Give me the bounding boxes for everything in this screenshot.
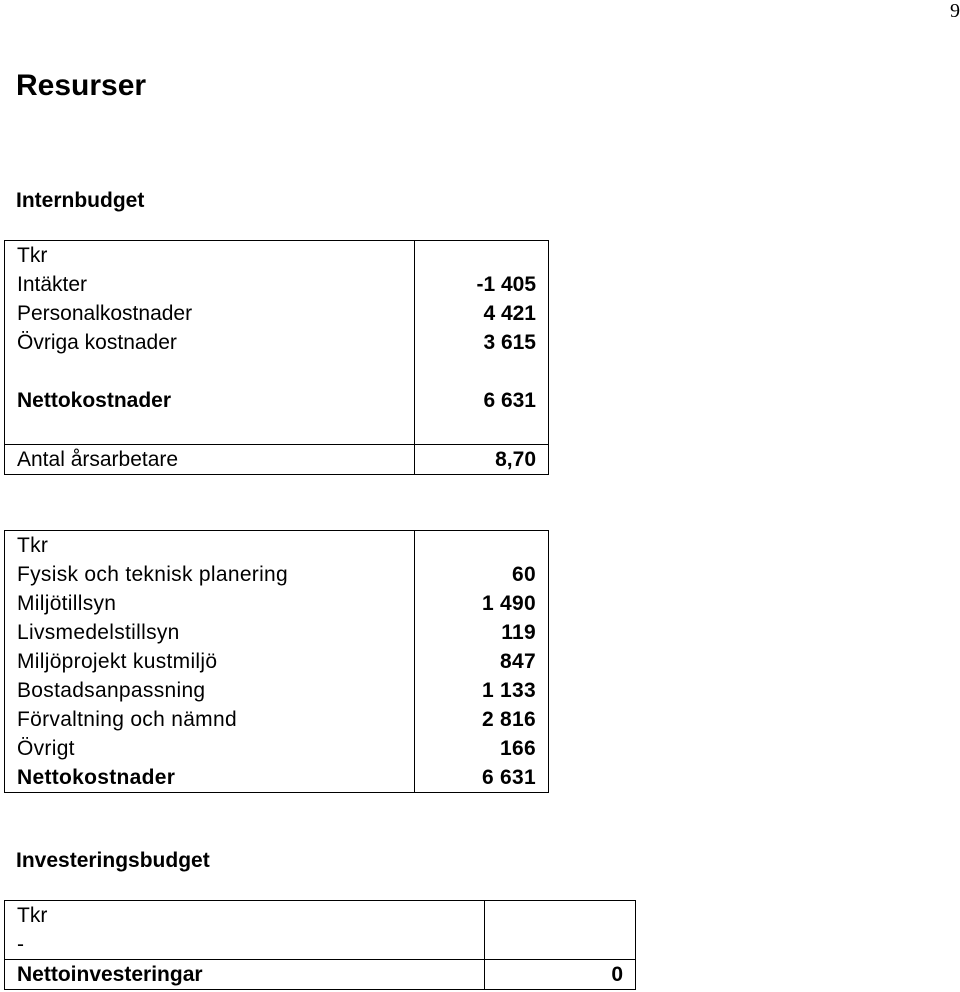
row-label: Personalkostnader <box>5 299 415 328</box>
row-value: 1 133 <box>415 676 549 705</box>
row-value: 166 <box>415 734 549 763</box>
table-row <box>5 901 636 931</box>
table-row <box>5 763 549 793</box>
row-value: -1 405 <box>415 270 549 299</box>
table-row <box>5 589 549 618</box>
breakdown-table <box>4 530 549 793</box>
row-value: 60 <box>415 560 549 589</box>
net-investment-label: Nettoinvesteringar <box>5 960 485 990</box>
net-cost-value: 6 631 <box>415 386 549 415</box>
row-label: Intäkter <box>5 270 415 299</box>
table-row <box>5 560 549 589</box>
table-row <box>5 270 549 299</box>
row-label: Förvaltning och nämnd <box>5 705 415 734</box>
row-label: Fysisk och teknisk planering <box>5 560 415 589</box>
page-number: 9 <box>950 0 960 22</box>
table-row <box>5 676 549 705</box>
table-row <box>5 328 549 357</box>
row-value: 119 <box>415 618 549 647</box>
row-label: Övrigt <box>5 734 415 763</box>
row-value: 1 490 <box>415 589 549 618</box>
table-row <box>5 241 549 271</box>
internbudget-heading: Internbudget <box>16 189 145 212</box>
table-row <box>5 299 549 328</box>
table-row <box>5 734 549 763</box>
row-label: Övriga kostnader <box>5 328 415 357</box>
row-value: 4 421 <box>415 299 549 328</box>
row-value: 3 615 <box>415 328 549 357</box>
investeringsbudget-heading: Investeringsbudget <box>16 849 210 872</box>
row-value: 847 <box>415 647 549 676</box>
staff-value: 8,70 <box>415 445 549 475</box>
table-row <box>5 531 549 561</box>
page-title: Resurser <box>16 69 147 102</box>
table-row <box>5 960 636 990</box>
net-cost-label: Nettokostnader <box>5 763 415 793</box>
table-row <box>5 386 549 415</box>
row-label: Miljöprojekt kustmiljö <box>5 647 415 676</box>
row-value <box>485 930 636 960</box>
row-value: 2 816 <box>415 705 549 734</box>
staff-label: Antal årsarbetare <box>5 445 415 475</box>
unit-label: Tkr <box>5 531 415 561</box>
table-row <box>5 647 549 676</box>
row-label: Livsmedelstillsyn <box>5 618 415 647</box>
unit-label: Tkr <box>5 241 415 271</box>
row-label: Bostadsanpassning <box>5 676 415 705</box>
net-investment-value: 0 <box>485 960 636 990</box>
row-label: - <box>5 930 485 960</box>
net-cost-label: Nettokostnader <box>5 386 415 415</box>
internbudget-table <box>4 240 549 475</box>
table-row <box>5 930 636 960</box>
row-label: Miljötillsyn <box>5 589 415 618</box>
unit-label: Tkr <box>5 901 485 931</box>
table-row <box>5 705 549 734</box>
table-row <box>5 618 549 647</box>
table-row <box>5 445 549 475</box>
net-cost-value: 6 631 <box>415 763 549 793</box>
investeringsbudget-table <box>4 900 636 990</box>
